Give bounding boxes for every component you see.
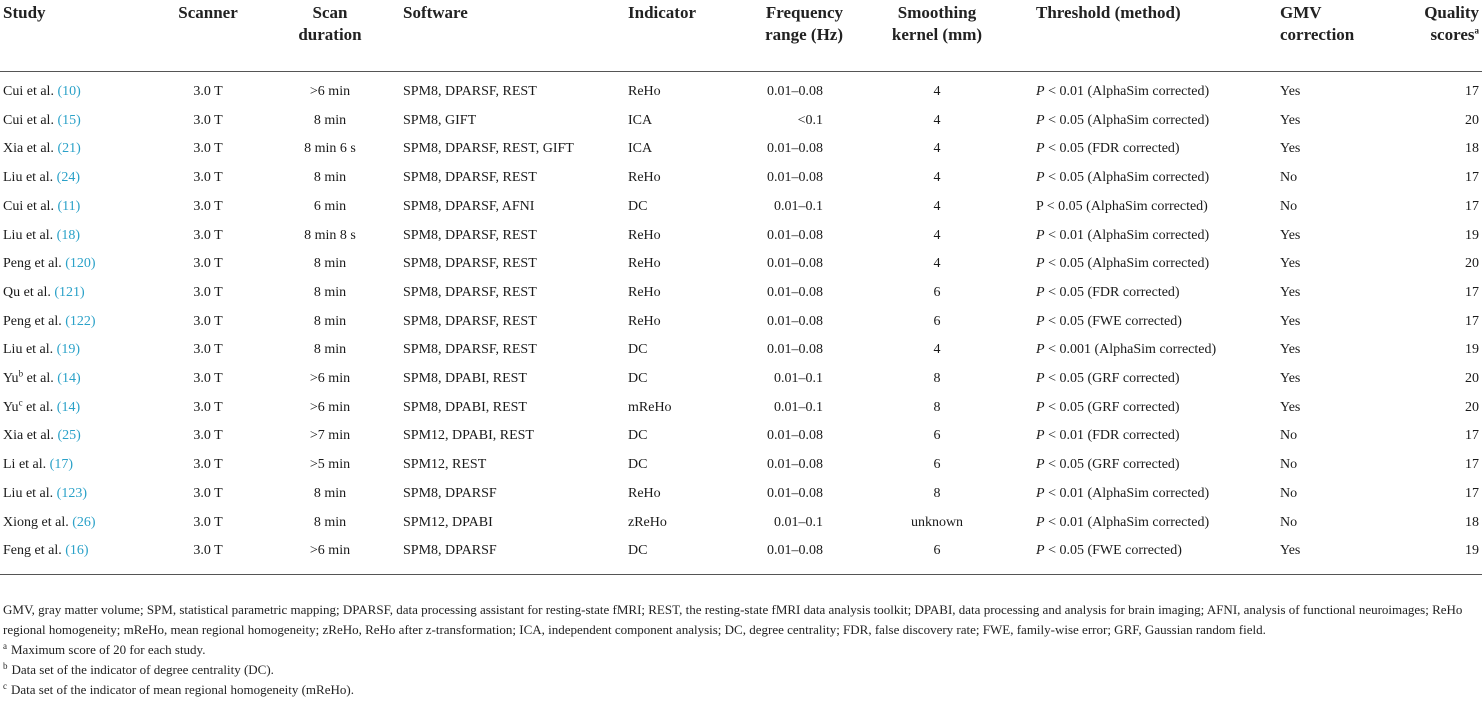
p-symbol: P <box>1036 399 1045 415</box>
study-suffix: et al. <box>31 543 66 559</box>
cell-scanner: 3.0 T <box>193 371 223 386</box>
table-row <box>0 536 1482 565</box>
threshold-text: < 0.05 (AlphaSim corrected) <box>1044 170 1210 186</box>
cell-study <box>3 106 168 135</box>
reference-link[interactable]: (21) <box>57 141 81 157</box>
cell-freq: 0.01–0.08 <box>767 284 823 300</box>
table-row <box>0 163 1482 192</box>
cell-indicator: DC <box>628 428 648 444</box>
study-author: Cui <box>3 198 24 214</box>
cell-threshold <box>1036 77 1276 106</box>
cell-kernel: 4 <box>933 256 941 272</box>
study-suffix: et al. <box>23 428 58 444</box>
cell-scanner: 3.0 T <box>193 428 223 444</box>
study-author: Qu <box>3 284 21 300</box>
cell-kernel: 8 <box>933 485 941 501</box>
reference-link[interactable]: (26) <box>72 514 96 530</box>
cell-score: 19 <box>1465 342 1479 358</box>
table-row <box>0 335 1482 364</box>
p-symbol: P <box>1036 313 1045 329</box>
p-symbol: P <box>1036 170 1045 186</box>
cell-scanner: 3.0 T <box>193 256 223 272</box>
cell-freq: 0.01–0.08 <box>767 170 823 186</box>
cell-gmv: No <box>1280 198 1298 214</box>
study-suffix: et al. <box>31 256 66 272</box>
cell-study <box>3 192 168 221</box>
study-author: Liu <box>3 227 23 243</box>
table-row <box>0 77 1482 106</box>
study-suffix: et al. <box>23 141 58 157</box>
cell-gmv: Yes <box>1280 342 1301 358</box>
study-superscript: c <box>18 397 23 408</box>
cell-study <box>3 364 168 393</box>
p-symbol: P <box>1036 428 1045 444</box>
reference-link[interactable]: (123) <box>56 485 87 501</box>
study-suffix: et al. <box>22 170 57 186</box>
table-row <box>0 134 1482 163</box>
cell-software: SPM8, DPARSF, REST <box>403 342 537 358</box>
cell-gmv: No <box>1280 485 1298 501</box>
cell-gmv: Yes <box>1280 543 1301 559</box>
cell-kernel: 6 <box>933 428 941 444</box>
cell-threshold <box>1036 307 1276 336</box>
cell-indicator: DC <box>628 342 648 358</box>
cell-kernel: unknown <box>910 514 964 530</box>
cell-study <box>3 278 168 307</box>
cell-threshold <box>1036 192 1276 221</box>
cell-software: SPM12, DPABI <box>403 514 493 530</box>
reference-link[interactable]: (121) <box>54 284 85 300</box>
cell-indicator: DC <box>628 543 648 559</box>
cell-duration: >6 min <box>309 371 351 386</box>
cell-duration: 8 min <box>313 342 347 358</box>
cell-indicator: DC <box>628 371 648 386</box>
study-suffix: et al. <box>23 198 58 214</box>
study-superscript: b <box>18 368 24 379</box>
cell-score: 17 <box>1465 198 1479 214</box>
cell-study <box>3 479 168 508</box>
table-row <box>0 249 1482 278</box>
cell-kernel: 4 <box>933 170 941 186</box>
cell-kernel: 6 <box>933 457 941 473</box>
cell-freq: 0.01–0.08 <box>767 256 823 272</box>
reference-link[interactable]: (19) <box>56 342 80 358</box>
threshold-text: < 0.01 (AlphaSim corrected) <box>1044 227 1210 243</box>
cell-duration: 8 min <box>313 112 347 128</box>
cell-gmv: Yes <box>1280 227 1301 243</box>
cell-gmv: Yes <box>1280 371 1301 386</box>
cell-study <box>3 163 168 192</box>
header-threshold: Threshold (method) <box>1036 3 1181 22</box>
cell-duration: 8 min 8 s <box>304 227 356 243</box>
cell-score: 17 <box>1465 84 1479 99</box>
cell-score: 17 <box>1465 428 1479 444</box>
cell-software: SPM8, DPARSF <box>403 543 497 559</box>
cell-indicator: DC <box>628 198 648 214</box>
cell-kernel: 4 <box>933 84 941 99</box>
cell-score: 20 <box>1465 256 1479 272</box>
p-symbol: P <box>1036 227 1045 243</box>
threshold-text: < 0.001 (AlphaSim corrected) <box>1044 342 1217 358</box>
cell-freq: 0.01–0.08 <box>767 485 823 501</box>
reference-link[interactable]: (24) <box>56 170 80 186</box>
table-row <box>0 192 1482 221</box>
cell-software: SPM8, DPARSF <box>403 485 497 501</box>
study-suffix: et al. <box>22 399 57 415</box>
cell-freq: 0.01–0.1 <box>774 514 823 530</box>
header-indicator: Indicator <box>628 3 696 22</box>
table-row <box>0 508 1482 537</box>
cell-study <box>3 421 168 450</box>
cell-software: SPM8, DPARSF, REST <box>403 313 537 329</box>
cell-gmv: No <box>1280 170 1298 186</box>
cell-freq: 0.01–0.08 <box>767 84 823 99</box>
cell-gmv: Yes <box>1280 141 1301 157</box>
reference-link[interactable]: (122) <box>65 313 96 329</box>
cell-duration: 8 min <box>313 313 347 329</box>
cell-scanner: 3.0 T <box>193 141 223 157</box>
study-author: Li <box>3 457 16 473</box>
cell-duration: >6 min <box>309 399 351 415</box>
cell-software: SPM12, DPABI, REST <box>403 428 534 444</box>
cell-score: 17 <box>1465 284 1479 300</box>
cell-threshold <box>1036 450 1276 479</box>
cell-duration: 8 min <box>313 284 347 300</box>
cell-threshold <box>1036 278 1276 307</box>
header-gmv-correction: GMV correction <box>1280 3 1355 44</box>
study-suffix: et al. <box>15 457 50 473</box>
threshold-text: P < 0.05 (AlphaSim corrected) <box>1036 198 1208 214</box>
cell-score: 18 <box>1465 141 1479 157</box>
reference-link[interactable]: (17) <box>49 457 73 473</box>
cell-threshold <box>1036 249 1276 278</box>
cell-software: SPM8, DPARSF, AFNI <box>403 198 535 214</box>
header-smoothing: Smoothing kernel (mm) <box>891 3 983 44</box>
cell-indicator: DC <box>628 457 648 473</box>
header-scanner: Scanner <box>178 3 238 22</box>
cell-scanner: 3.0 T <box>193 284 223 300</box>
study-author: Yu <box>3 399 19 415</box>
threshold-text: < 0.05 (GRF corrected) <box>1044 457 1180 473</box>
p-symbol: P <box>1036 141 1045 157</box>
cell-freq: 0.01–0.08 <box>767 342 823 358</box>
cell-kernel: 4 <box>933 141 941 157</box>
cell-study <box>3 536 168 565</box>
cell-score: 18 <box>1465 514 1479 530</box>
reference-link[interactable]: (18) <box>56 227 80 243</box>
study-suffix: et al. <box>22 227 57 243</box>
cell-scanner: 3.0 T <box>193 198 223 214</box>
cell-study <box>3 393 168 422</box>
cell-indicator: ReHo <box>628 485 661 501</box>
threshold-text: < 0.05 (GRF corrected) <box>1044 399 1180 415</box>
header-quality-scores: Quality scores$^a$ <box>1424 3 1479 44</box>
p-symbol: P <box>1036 543 1045 559</box>
cell-gmv: Yes <box>1280 313 1301 329</box>
cell-score: 19 <box>1465 227 1479 243</box>
cell-kernel: 6 <box>933 284 941 300</box>
cell-indicator: ICA <box>628 112 653 128</box>
table-notes <box>3 600 1479 700</box>
cell-score: 20 <box>1465 399 1479 415</box>
p-symbol: P <box>1036 284 1045 300</box>
cell-scanner: 3.0 T <box>193 313 223 329</box>
cell-gmv: No <box>1280 514 1298 530</box>
p-symbol: P <box>1036 342 1045 358</box>
cell-gmv: No <box>1280 457 1298 473</box>
reference-link[interactable]: (10) <box>57 84 81 99</box>
cell-freq: 0.01–0.1 <box>774 198 823 214</box>
cell-indicator: ReHo <box>628 227 661 243</box>
cell-duration: >7 min <box>309 428 351 444</box>
cell-freq: 0.01–0.08 <box>767 543 823 559</box>
study-author: Peng <box>3 256 31 272</box>
study-suffix: et al. <box>22 485 57 501</box>
cell-kernel: 4 <box>933 112 941 128</box>
cell-freq: <0.1 <box>797 112 823 128</box>
cell-indicator: zReHo <box>628 514 667 530</box>
cell-scanner: 3.0 T <box>193 514 223 530</box>
cell-duration: >6 min <box>309 543 351 559</box>
cell-threshold <box>1036 335 1276 364</box>
study-suffix: et al. <box>31 313 66 329</box>
threshold-text: < 0.01 (FDR corrected) <box>1044 428 1180 444</box>
bottom-rule <box>0 574 1482 575</box>
cell-kernel: 4 <box>933 342 941 358</box>
threshold-text: < 0.01 (AlphaSim corrected) <box>1044 485 1210 501</box>
reference-link[interactable]: (11) <box>57 198 81 214</box>
cell-study <box>3 77 168 106</box>
cell-freq: 0.01–0.1 <box>774 399 823 415</box>
abbreviations-note: GMV, gray matter volume; SPM, statistical parametric mapping; DPARSF, data processing assistant for resting-state fMRI; REST, the resting-state fMRI data analysis toolkit; DPABI, data processing and analysis for brain imaging; AFNI, analysis of functional neuroimages; ReHo regional homogeneity; mReHo, mean regional homogeneity; zReHo, ReHo after z-transformation; ICA, independent component analysis; DC, degree centrality; FDR, false discovery rate; FWE, family-wise error; GRF, Gaussian random field. <box>3 602 1463 637</box>
table-row <box>0 307 1482 336</box>
cell-threshold <box>1036 508 1276 537</box>
cell-scanner: 3.0 T <box>193 84 223 99</box>
study-author: Liu <box>3 342 23 358</box>
cell-gmv: Yes <box>1280 112 1301 128</box>
cell-threshold <box>1036 536 1276 565</box>
cell-freq: 0.01–0.08 <box>767 227 823 243</box>
threshold-text: < 0.05 (GRF corrected) <box>1044 371 1180 386</box>
cell-indicator: ICA <box>628 141 653 157</box>
study-author: Yu <box>3 371 19 386</box>
cell-score: 17 <box>1465 313 1479 329</box>
cell-indicator: ReHo <box>628 313 661 329</box>
study-suffix: et al. <box>20 284 55 300</box>
cell-threshold <box>1036 421 1276 450</box>
study-author: Cui <box>3 112 24 128</box>
cell-gmv: No <box>1280 428 1298 444</box>
cell-study <box>3 221 168 250</box>
cell-freq: 0.01–0.08 <box>767 141 823 157</box>
reference-link[interactable]: (25) <box>57 428 81 444</box>
study-suffix: et al. <box>38 514 73 530</box>
cell-score: 17 <box>1465 170 1479 186</box>
cell-software: SPM8, DPARSF, REST <box>403 256 537 272</box>
cell-freq: 0.01–0.08 <box>767 457 823 473</box>
cell-indicator: ReHo <box>628 256 661 272</box>
cell-software: SPM8, DPABI, REST <box>403 371 527 386</box>
study-author: Xia <box>3 141 24 157</box>
cell-freq: 0.01–0.08 <box>767 313 823 329</box>
cell-duration: >6 min <box>309 84 351 99</box>
cell-scanner: 3.0 T <box>193 227 223 243</box>
study-author: Liu <box>3 485 23 501</box>
reference-link[interactable]: (16) <box>65 543 89 559</box>
cell-scanner: 3.0 T <box>193 170 223 186</box>
header-scan-duration: Scan duration <box>298 3 362 44</box>
study-suffix: et al. <box>22 342 57 358</box>
cell-duration: 8 min <box>313 170 347 186</box>
cell-study <box>3 508 168 537</box>
study-author: Cui <box>3 84 24 99</box>
cell-freq: 0.01–0.08 <box>767 428 823 444</box>
table-row <box>0 421 1482 450</box>
reference-link[interactable]: (14) <box>57 371 81 386</box>
table-row <box>0 450 1482 479</box>
cell-kernel: 8 <box>933 399 941 415</box>
table-header <box>0 0 1482 70</box>
threshold-text: < 0.05 (FWE corrected) <box>1044 543 1182 559</box>
reference-link[interactable]: (120) <box>65 256 96 272</box>
table-row <box>0 278 1482 307</box>
cell-software: SPM8, DPABI, REST <box>403 399 527 415</box>
table-row <box>0 221 1482 250</box>
p-symbol: P <box>1036 84 1045 99</box>
cell-gmv: Yes <box>1280 399 1301 415</box>
footnote-b: $^b$ Data set of the indicator of degree centrality (DC). <box>3 660 274 677</box>
p-symbol: P <box>1036 514 1045 530</box>
cell-duration: 8 min 6 s <box>304 141 356 157</box>
cell-duration: >5 min <box>309 457 351 473</box>
cell-duration: 8 min <box>313 514 347 530</box>
p-symbol: P <box>1036 457 1045 473</box>
footnote-c: $^c$ Data set of the indicator of mean regional homogeneity (mReHo). <box>3 680 354 697</box>
cell-gmv: Yes <box>1280 84 1301 99</box>
threshold-text: < 0.05 (FWE corrected) <box>1044 313 1182 329</box>
cell-duration: 8 min <box>313 485 347 501</box>
threshold-text: < 0.05 (FDR corrected) <box>1044 141 1180 157</box>
cell-scanner: 3.0 T <box>193 112 223 128</box>
header-rule <box>0 71 1482 72</box>
header-frequency: Frequency range (Hz) <box>765 3 843 44</box>
cell-score: 17 <box>1465 457 1479 473</box>
cell-gmv: Yes <box>1280 256 1301 272</box>
threshold-text: < 0.01 (AlphaSim corrected) <box>1044 514 1210 530</box>
study-author: Liu <box>3 170 23 186</box>
cell-threshold <box>1036 364 1276 393</box>
cell-software: SPM8, DPARSF, REST <box>403 227 537 243</box>
study-suffix: et al. <box>23 84 58 99</box>
cell-threshold <box>1036 479 1276 508</box>
cell-kernel: 4 <box>933 227 941 243</box>
cell-scanner: 3.0 T <box>193 457 223 473</box>
p-symbol: P <box>1036 371 1045 386</box>
cell-kernel: 4 <box>933 198 941 214</box>
cell-study <box>3 134 168 163</box>
study-author: Peng <box>3 313 31 329</box>
cell-software: SPM12, REST <box>403 457 487 473</box>
cell-score: 20 <box>1465 371 1479 386</box>
cell-threshold <box>1036 221 1276 250</box>
cell-scanner: 3.0 T <box>193 543 223 559</box>
cell-score: 20 <box>1465 112 1479 128</box>
table-row <box>0 479 1482 508</box>
cell-scanner: 3.0 T <box>193 485 223 501</box>
header-study: Study <box>3 3 46 22</box>
footnote-a: $^a$ Maximum score of 20 for each study. <box>3 640 206 657</box>
cell-software: SPM8, DPARSF, REST <box>403 284 537 300</box>
cell-gmv: Yes <box>1280 284 1301 300</box>
threshold-text: < 0.05 (AlphaSim corrected) <box>1044 112 1210 128</box>
cell-scanner: 3.0 T <box>193 399 223 415</box>
cell-software: SPM8, DPARSF, REST <box>403 84 537 99</box>
cell-indicator: mReHo <box>628 399 672 415</box>
study-suffix: et al. <box>23 112 58 128</box>
header-software: Software <box>403 3 468 22</box>
table-row <box>0 364 1482 393</box>
study-author: Xiong <box>3 514 38 530</box>
reference-link[interactable]: (15) <box>57 112 81 128</box>
study-author: Feng <box>3 543 31 559</box>
cell-software: SPM8, DPARSF, REST <box>403 170 537 186</box>
study-author: Xia <box>3 428 24 444</box>
cell-threshold <box>1036 106 1276 135</box>
reference-link[interactable]: (14) <box>56 399 81 415</box>
cell-study <box>3 450 168 479</box>
table-row <box>0 106 1482 135</box>
cell-freq: 0.01–0.1 <box>774 371 823 386</box>
cell-software: SPM8, GIFT <box>403 112 477 128</box>
cell-kernel: 8 <box>933 371 941 386</box>
cell-kernel: 6 <box>933 543 941 559</box>
threshold-text: < 0.05 (FDR corrected) <box>1044 284 1180 300</box>
cell-indicator: ReHo <box>628 284 661 300</box>
cell-study <box>3 307 168 336</box>
p-symbol: P <box>1036 485 1045 501</box>
cell-kernel: 6 <box>933 313 941 329</box>
cell-indicator: ReHo <box>628 84 661 99</box>
p-symbol: P <box>1036 256 1045 272</box>
p-symbol: P <box>1036 112 1045 128</box>
threshold-text: < 0.01 (AlphaSim corrected) <box>1044 84 1210 99</box>
cell-duration: 6 min <box>313 198 347 214</box>
cell-duration: 8 min <box>313 256 347 272</box>
threshold-text: < 0.05 (AlphaSim corrected) <box>1044 256 1210 272</box>
study-suffix: et al. <box>23 371 58 386</box>
cell-study <box>3 335 168 364</box>
cell-software: SPM8, DPARSF, REST, GIFT <box>403 141 574 157</box>
cell-score: 17 <box>1465 485 1479 501</box>
cell-indicator: ReHo <box>628 170 661 186</box>
cell-score: 19 <box>1465 543 1479 559</box>
cell-study <box>3 249 168 278</box>
table-row <box>0 393 1482 422</box>
cell-threshold <box>1036 393 1276 422</box>
cell-scanner: 3.0 T <box>193 342 223 358</box>
cell-threshold <box>1036 163 1276 192</box>
cell-threshold <box>1036 134 1276 163</box>
